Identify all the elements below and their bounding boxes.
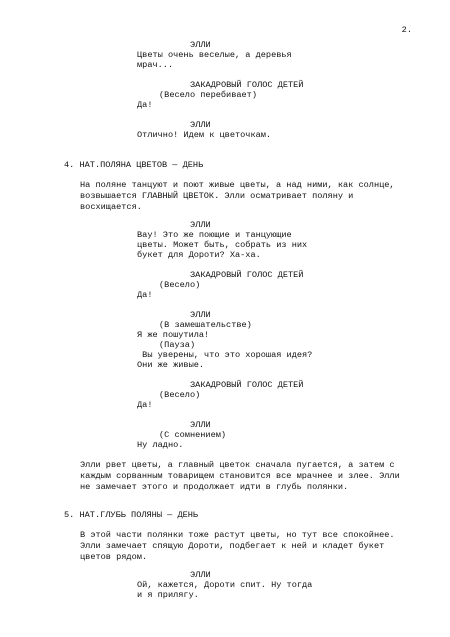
character-name: ЗАКАДРОВЫЙ ГОЛОС ДЕТЕЙ	[190, 270, 304, 280]
dialogue-line: Да!	[137, 100, 153, 110]
character-name: ЭЛЛИ	[190, 310, 211, 320]
parenthetical: (Весело)	[159, 280, 201, 290]
dialogue-line: Вау! Это же поющие и танцующие	[137, 230, 292, 240]
parenthetical: (Пауза)	[159, 340, 196, 350]
character-name: ЭЛЛИ	[190, 570, 211, 580]
scene-heading: 5. НАТ.ГЛУБЬ ПОЛЯНЫ — ДЕНЬ	[64, 510, 199, 520]
dialogue-line: Ну ладно.	[137, 440, 184, 450]
character-name: ЭЛЛИ	[190, 40, 211, 50]
dialogue-line: Да!	[137, 290, 153, 300]
action-paragraph: На поляне танцуют и поют живые цветы, а над ними, как солнце, возвышается ГЛАВНЫЙ ЦВЕТОК. Элли осматривает поляну и восхищается.	[80, 180, 395, 212]
action-paragraph: В этой части полянки тоже растут цветы, но тут все спокойнее. Элли замечает спящую Дороти, подбегает к ней и кладет букет цветов рядом.	[80, 530, 395, 562]
character-name: ЗАКАДРОВЫЙ ГОЛОС ДЕТЕЙ	[190, 80, 304, 90]
character-name: ЭЛЛИ	[190, 220, 211, 230]
dialogue-line: мрач...	[137, 60, 174, 70]
dialogue-line: и я прилягу.	[137, 590, 199, 600]
parenthetical: (В замешательстве)	[159, 320, 252, 330]
dialogue-line: цветы. Может быть, собрать из них	[137, 240, 308, 250]
character-name: ЭЛЛИ	[190, 120, 211, 130]
parenthetical: (С сомнением)	[159, 430, 227, 440]
dialogue-line: Отлично! Идем к цветочкам.	[137, 130, 272, 140]
action-paragraph: Элли рвет цветы, а главный цветок сначала пугается, а затем с каждым сорванным товарищем становится все мрачнее и злее. Элли не замечает этого и продолжает идти в глубь полянки.	[80, 460, 400, 492]
dialogue-line: Я же пошутила!	[137, 330, 210, 340]
parenthetical: (Весело перебивает)	[159, 90, 257, 100]
dialogue-line: Вы уверены, что это хорошая идея?	[137, 350, 313, 360]
character-name: ЗАКАДРОВЫЙ ГОЛОС ДЕТЕЙ	[190, 380, 304, 390]
dialogue-line: Да!	[137, 400, 153, 410]
character-name: ЭЛЛИ	[190, 420, 211, 430]
dialogue-line: Ой, кажется, Дороти спит. Ну тогда	[137, 580, 313, 590]
dialogue-line: Они же живые.	[137, 360, 205, 370]
parenthetical: (Весело)	[159, 390, 201, 400]
page-number: 2.	[401, 25, 412, 35]
dialogue-line: Цветы очень веселые, а деревья	[137, 50, 292, 60]
scene-heading: 4. НАТ.ПОЛЯНА ЦВЕТОВ — ДЕНЬ	[64, 160, 204, 170]
dialogue-line: букет для Дороти? Ха-ха.	[137, 250, 261, 260]
